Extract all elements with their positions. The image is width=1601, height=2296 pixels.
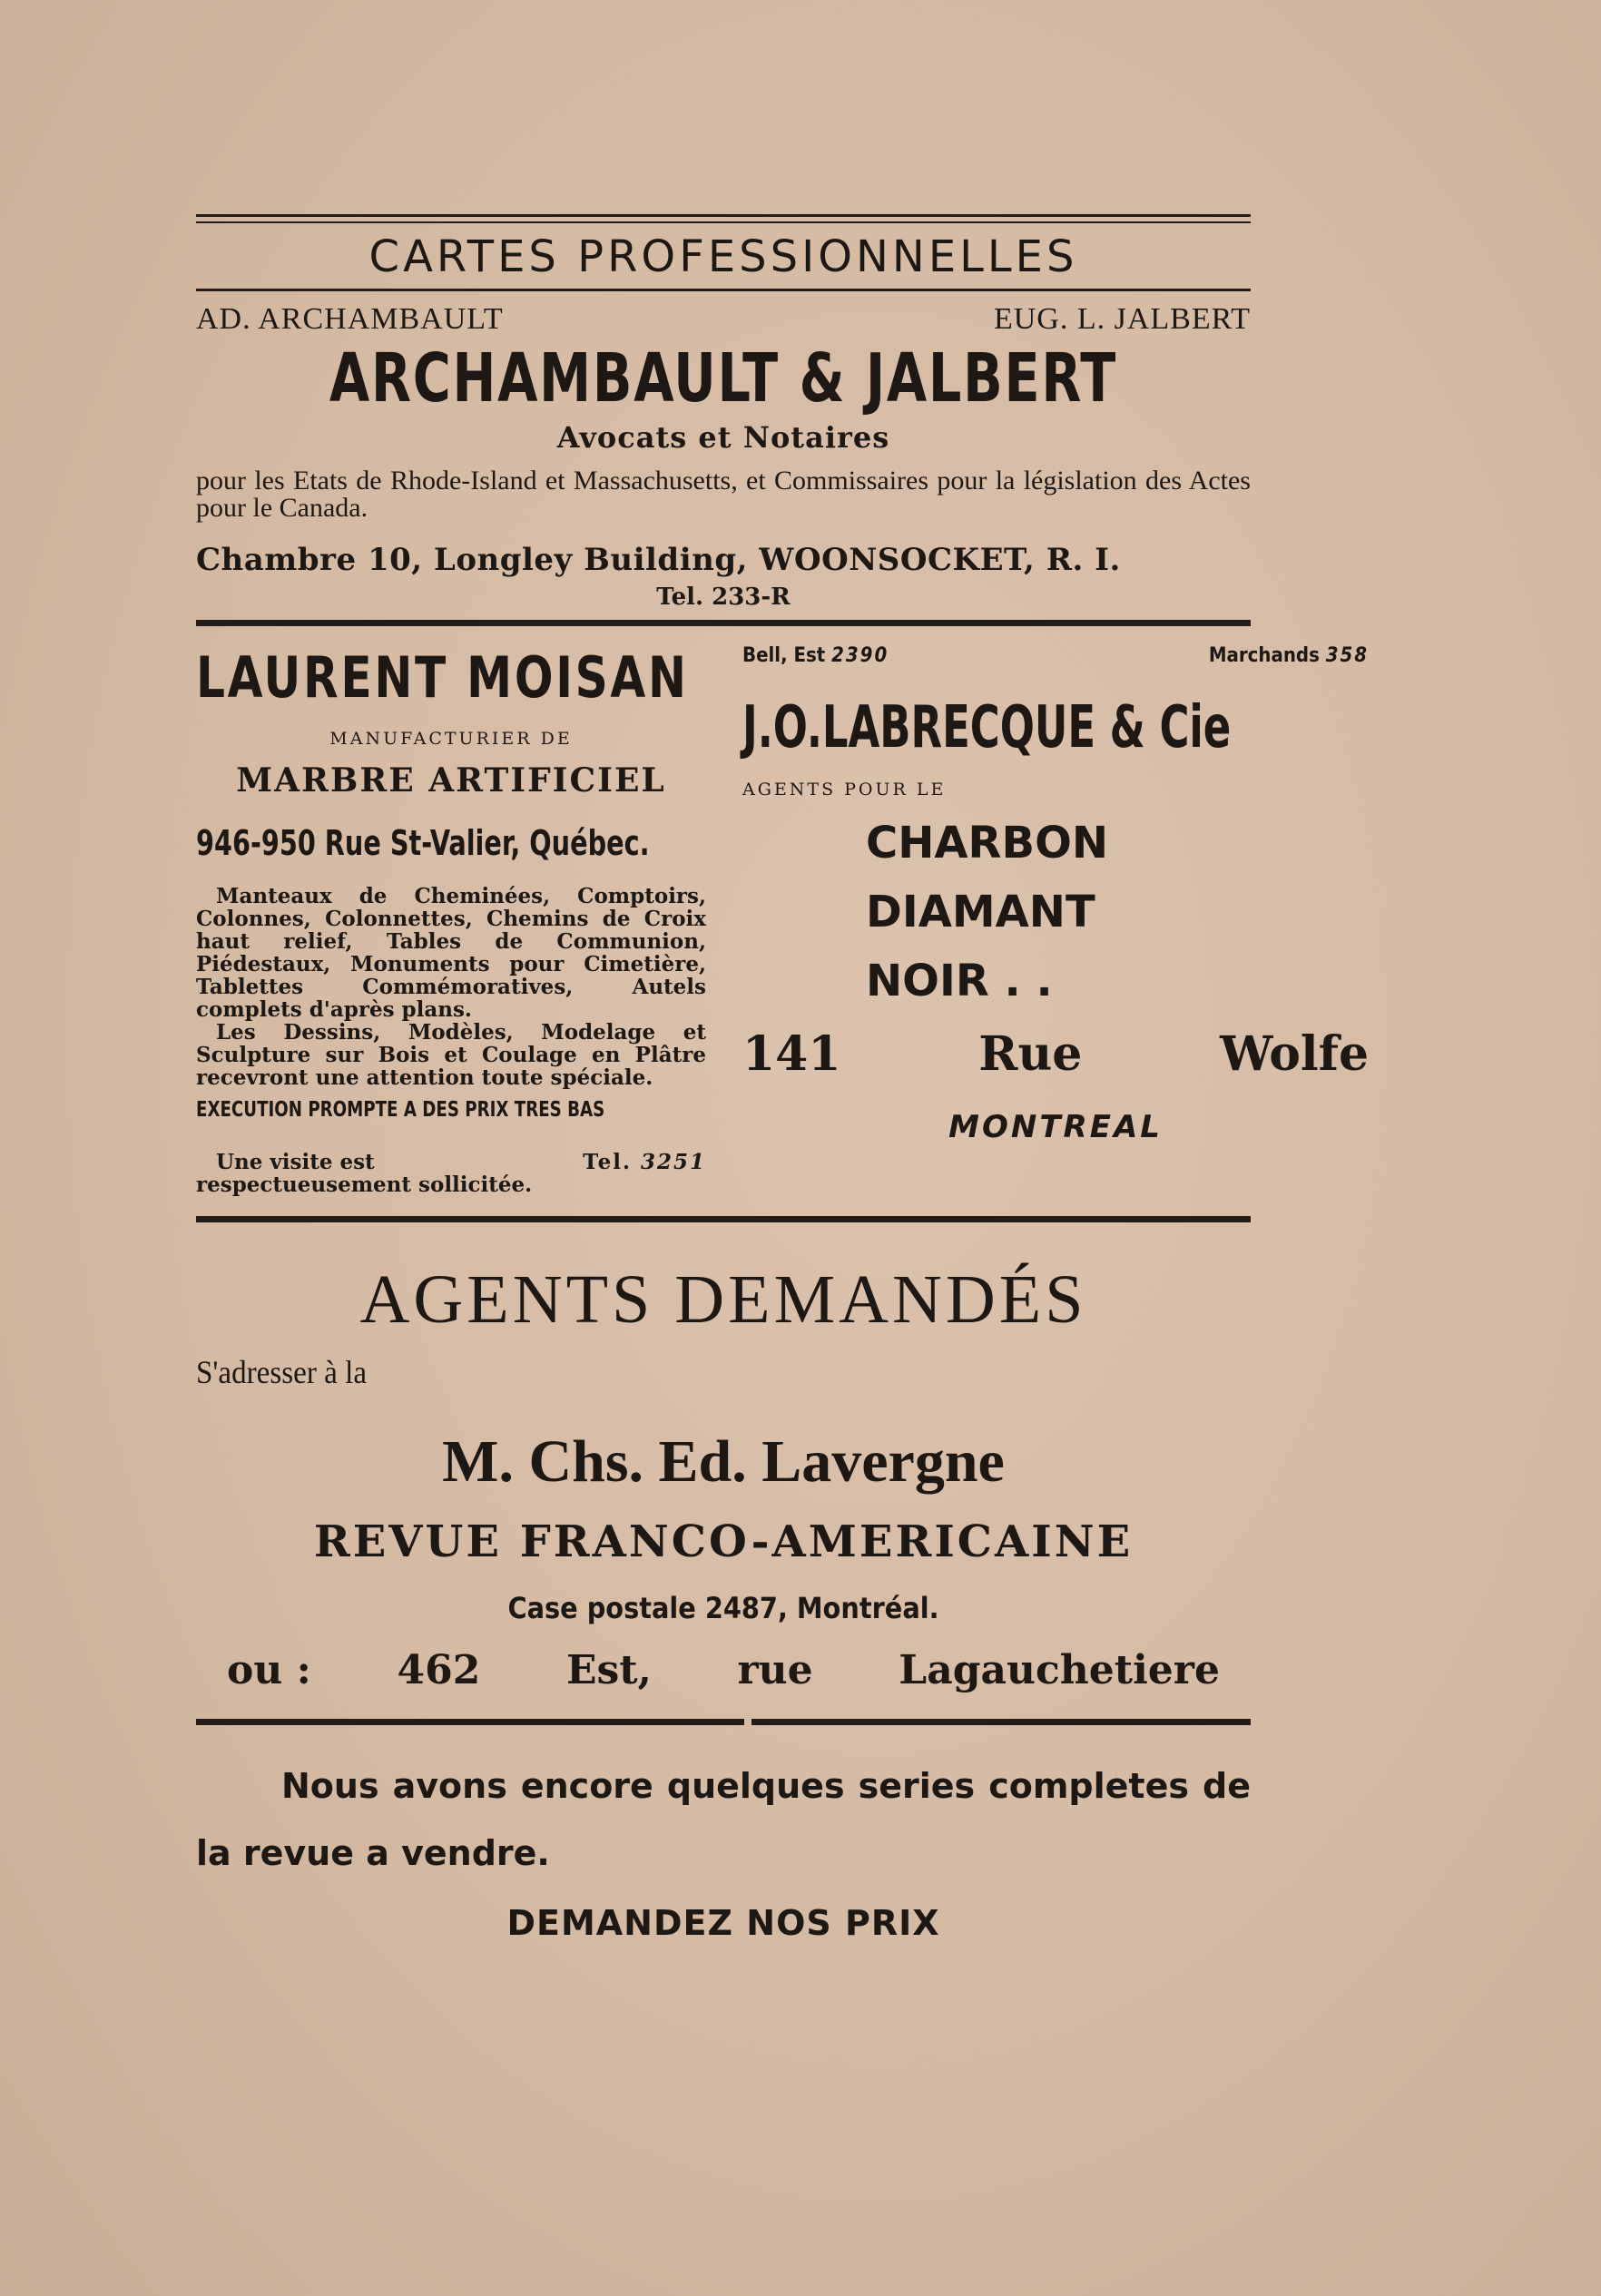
moisan-visit-note	[196, 1151, 706, 1196]
agents-title: AGENTS DEMANDÉS	[359, 1261, 1087, 1338]
page-title: CARTES PROFESSIONNELLES	[368, 231, 1078, 282]
street-word-1: Rue	[978, 1026, 1083, 1082]
marchands-phone	[1209, 644, 1369, 667]
agents-wanted-section	[196, 1259, 1251, 1693]
street-number: 141	[742, 1026, 841, 1082]
agents-postal-box: Case postale 2487, Montréal.	[507, 1591, 939, 1625]
header-bottom-rule	[196, 289, 1251, 291]
firm-subtitle: Avocats et Notaires	[556, 420, 890, 455]
labrecque-phones	[742, 644, 1369, 667]
moisan-product: MARBRE ARTIFICIEL	[236, 761, 666, 800]
bell-number: 2390	[831, 644, 889, 667]
agents-revue: REVUE FRANCO-AMERICAINE	[313, 1516, 1134, 1567]
bell-label: Bell, Est	[742, 644, 826, 667]
labrecque-agents-label: AGENTS POUR LE	[742, 780, 947, 800]
moisan-telephone	[563, 1151, 706, 1173]
moisan-description-1: Manteaux de Cheminées, Comptoirs, Colonnes, Colonnettes, Chemins de Croix haut relief, Tables de Communion, Piédestaux, Monuments pour Cimetière, Tablettes Commémoratives, Autels complets d'après plans.	[196, 884, 706, 1022]
moisan-tel-number: 3251	[640, 1150, 706, 1174]
labrecque-product	[742, 809, 1369, 1016]
agents-person: M. Chs. Ed. Lavergne	[442, 1428, 1005, 1495]
moisan-address: 946-950 Rue St-Valier, Québec.	[196, 823, 650, 863]
moisan-name: LAURENT MOISAN	[196, 644, 689, 711]
address-word: Lagauchetiere	[899, 1647, 1220, 1693]
product-line-2: DIAMANT	[866, 887, 1095, 937]
moisan-manufacturer-label: MANUFACTURIER DE	[329, 729, 573, 749]
series-notice: Nous avons encore quelques series completes de la revue a vendre.	[196, 1766, 1251, 1873]
firm-telephone: Tel. 233-R	[656, 584, 791, 611]
moisan-tel-label: Tel.	[583, 1150, 632, 1174]
address-word: ou :	[227, 1647, 311, 1693]
moisan-description-2: Les Dessins, Modèles, Modelage et Sculpture sur Bois et Coulage en Plâtre recevront une attention toute spéciale.	[196, 1020, 706, 1090]
section-rule-2	[196, 1216, 1251, 1222]
agents-address	[196, 1647, 1251, 1693]
moisan-visit-text: Une visite est respectueusement sollicitée.	[196, 1150, 533, 1197]
section-rule-3-right	[751, 1719, 1251, 1725]
card-labrecque	[715, 635, 1369, 1216]
address-word: rue	[737, 1647, 813, 1693]
firm-description: pour les Etats de Rhode-Island et Massachusetts, et Commissaires pour la législation des Actes pour le Canada.	[196, 466, 1251, 523]
address-word: 462	[397, 1647, 481, 1693]
two-column-cards	[196, 635, 1370, 1216]
professional-cards-page	[196, 214, 1370, 1943]
card-archambault-jalbert	[196, 302, 1251, 611]
bell-phone	[742, 644, 889, 667]
card-laurent-moisan	[196, 635, 715, 1216]
marchands-number: 358	[1325, 644, 1370, 667]
header-top-rule	[196, 214, 1251, 217]
labrecque-address	[742, 1026, 1369, 1082]
section-rule-3-left	[196, 1719, 744, 1725]
product-line-1: CHARBON	[866, 818, 1109, 868]
right-partner-name: EUG. L. JALBERT	[993, 302, 1251, 336]
section-rule-1	[196, 620, 1251, 626]
labrecque-firm: J.O.LABRECQUE & Cie	[742, 694, 1232, 761]
product-line-3: NOIR . .	[866, 956, 1053, 1006]
firm-address: Chambre 10, Longley Building, WOONSOCKET, R. I.	[196, 542, 1121, 578]
partner-names	[196, 302, 1251, 337]
street-word-2: Wolfe	[1220, 1026, 1370, 1082]
left-partner-name: AD. ARCHAMBAULT	[196, 302, 504, 336]
labrecque-city: MONTREAL	[948, 1109, 1163, 1145]
agents-intro: S'adresser à la	[196, 1354, 368, 1390]
moisan-execution: EXECUTION PROMPTE A DES PRIX TRES BAS	[196, 1098, 605, 1122]
marchands-label: Marchands	[1208, 644, 1320, 667]
address-word: Est,	[565, 1647, 652, 1693]
header-top-rule-thin	[196, 221, 1251, 223]
moisan-description	[196, 885, 706, 1089]
firm-name: ARCHAMBAULT & JALBERT	[329, 339, 1118, 417]
section-rule-3	[196, 1719, 1251, 1725]
ask-prices: DEMANDEZ NOS PRIX	[506, 1903, 940, 1943]
